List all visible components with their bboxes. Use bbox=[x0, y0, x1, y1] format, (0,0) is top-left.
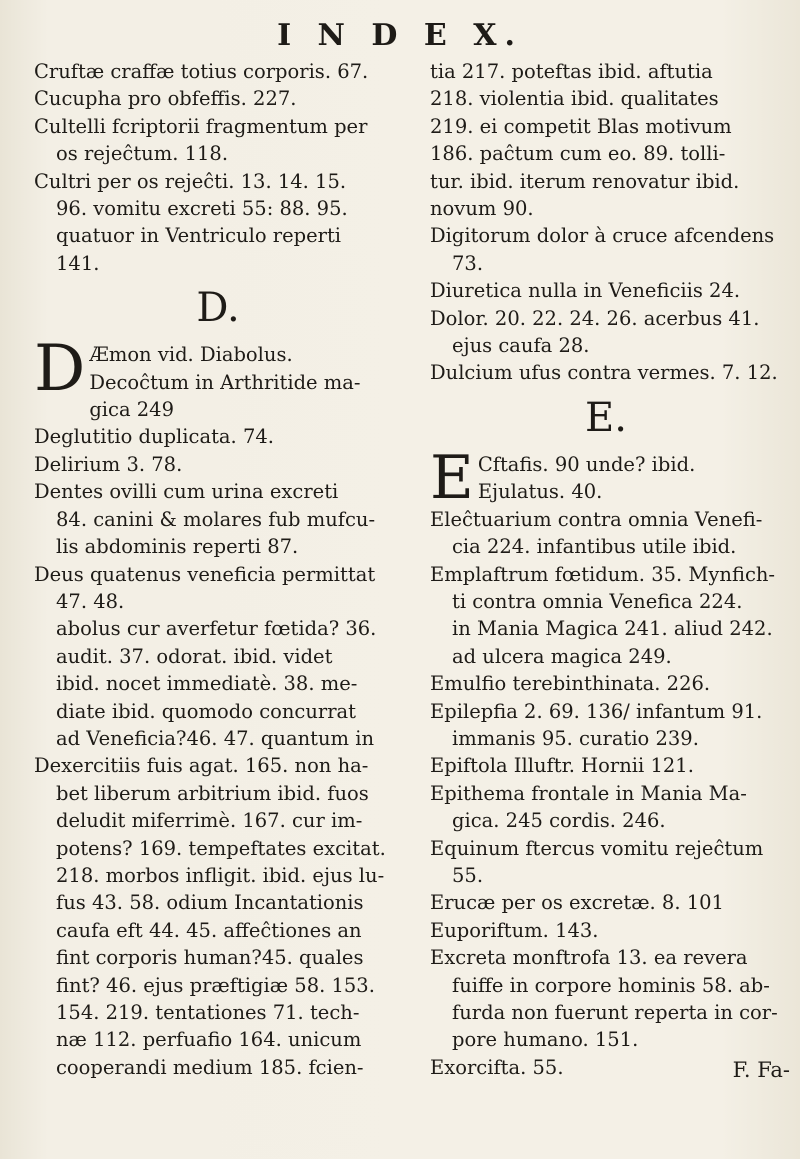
index-entry: Dexercitiis fuis agat. 165. non ha- bbox=[34, 754, 369, 778]
index-entry-continuation: fuiffe in corpore hominis 58. ab- bbox=[452, 973, 770, 997]
index-entry-continuation: audit. 37. odorat. ibid. videt bbox=[56, 644, 333, 668]
index-entry-continuation: 154. 219. tentationes 71. tech- bbox=[56, 1001, 360, 1024]
index-entry-continuation: ad Veneficia?46. 47. quantum in bbox=[56, 726, 375, 750]
index-entry: Epiftola Illuftr. Hornii 121. bbox=[430, 754, 694, 778]
index-entry-continuation: ti contra omnia Venefica 224. bbox=[452, 589, 743, 613]
dropcap-block bbox=[430, 442, 782, 513]
index-entry: Emplaftrum fœtidum. 35. Mynfich- bbox=[430, 562, 776, 586]
left-column bbox=[34, 58, 402, 1081]
index-entry-continuation: 218. violentia ibid. qualitates bbox=[430, 87, 719, 111]
index-entry-continuation: cooperandi medium 185. fcien- bbox=[56, 1055, 364, 1079]
index-entry: Cucupha pro obfeffis. 227. bbox=[34, 87, 297, 111]
index-entry-continuation: 47. 48. bbox=[56, 589, 125, 613]
index-entry: Deglutitio duplicata. 74. bbox=[34, 425, 274, 449]
index-entry-continuation: pore humano. 151. bbox=[452, 1028, 639, 1052]
index-entry: Epithema frontale in Mania Ma- bbox=[430, 781, 747, 805]
index-entry-continuation: fint? 46. ejus præftigiæ 58. 153. bbox=[56, 973, 375, 997]
index-entry-continuation: 73. bbox=[452, 251, 484, 275]
index-entry: Decoĉtum in Arthritide ma- bbox=[89, 370, 361, 394]
index-entry: Dulcium ufus contra vermes. 7. 12. bbox=[430, 361, 778, 385]
index-entry-continuation: 96. vomitu excreti 55: 88. 95. bbox=[56, 197, 348, 221]
index-entry-continuation: in Mania Magica 241. aliud 242. bbox=[452, 617, 773, 641]
index-entry: Emulfio terebinthinata. 226. bbox=[430, 672, 711, 696]
index-entry: Eleĉtuarium contra omnia Venefi- bbox=[430, 507, 763, 531]
index-entry-continuation: næ 112. perfuafio 164. unicum bbox=[56, 1028, 362, 1052]
index-entry-continuation: 55. bbox=[452, 863, 484, 887]
index-entry: Cultelli fcriptorii fragmentum per bbox=[34, 114, 368, 138]
index-entry-continuation: abolus cur averfetur fœtida? 36. bbox=[56, 617, 377, 641]
dropcap-e: E bbox=[430, 442, 474, 513]
index-entry: Æmon vid. Diabolus. bbox=[89, 343, 293, 367]
index-entry-continuation: quatuor in Ventriculo reperti bbox=[56, 224, 342, 248]
index-entry-continuation: tia 217. poteftas ibid. aftutia bbox=[430, 60, 713, 83]
index-entry-continuation: gica. 245 cordis. 246. bbox=[452, 809, 666, 833]
index-entry-continuation: 219. ei competit Blas motivum bbox=[430, 114, 732, 138]
catchword: F. Fa- bbox=[732, 1058, 790, 1082]
index-entry: Excreta monftrofa 13. ea revera bbox=[430, 946, 748, 970]
index-entry-continuation: ibid. nocet immediatè. 38. me- bbox=[56, 672, 358, 696]
index-entry: Equinum ftercus vomitu rejeĉtum bbox=[430, 836, 764, 860]
index-entry-continuation: ad ulcera magica 249. bbox=[452, 644, 672, 668]
index-entry: Diuretica nulla in Veneficiis 24. bbox=[430, 279, 741, 303]
index-entry-continuation: lis abdominis reperti 87. bbox=[56, 535, 299, 559]
index-entry: Exorcifta. 55. bbox=[430, 1055, 564, 1079]
index-entry-continuation: diate ibid. quomodo concurrat bbox=[56, 699, 356, 723]
index-entry: Deus quatenus veneficia permittat bbox=[34, 562, 376, 586]
index-entry: Dolor. 20. 22. 24. 26. acerbus 41. bbox=[430, 306, 760, 330]
index-entry: Dentes ovilli cum urina excreti bbox=[34, 480, 339, 504]
index-entry-continuation: novum 90. bbox=[430, 197, 534, 221]
section-letter-e: E. bbox=[585, 394, 627, 441]
index-entry-continuation: os rejeĉtum. 118. bbox=[56, 142, 229, 166]
index-entry-continuation: furda non fuerunt reperta in cor- bbox=[452, 1001, 778, 1024]
index-entry-continuation: fint corporis human?45. quales bbox=[56, 946, 364, 970]
dropcap-d: D bbox=[34, 332, 86, 407]
index-entry-continuation: cia 224. infantibus utile ibid. bbox=[452, 535, 737, 559]
index-entry-continuation: ejus caufa 28. bbox=[452, 334, 590, 358]
index-entry-continuation: 186. paĉtum cum eo. 89. tolli- bbox=[430, 142, 726, 166]
index-entry-continuation: fus 43. 58. odium Incantationis bbox=[56, 891, 364, 915]
index-entry-continuation: deludit miferrimè. 167. cur im- bbox=[56, 809, 363, 833]
index-header: I N D E X. bbox=[277, 18, 523, 53]
index-entry: Cultri per os rejeĉti. 13. 14. 15. bbox=[34, 169, 347, 193]
index-entry: Digitorum dolor à cruce afcendens bbox=[430, 224, 775, 248]
index-entry-continuation: potens? 169. tempeftates excitat. bbox=[56, 836, 386, 860]
index-entry-continuation: gica 249 bbox=[89, 398, 174, 422]
dropcap-block bbox=[34, 332, 402, 407]
index-entry-continuation: 218. morbos infligit. ibid. ejus lu- bbox=[56, 863, 385, 887]
section-letter-d: D. bbox=[196, 285, 240, 332]
index-entry-continuation: bet liberum arbitrium ibid. fuos bbox=[56, 781, 369, 805]
index-entry-continuation: tur. ibid. iterum renovatur ibid. bbox=[430, 169, 740, 193]
index-entry-continuation: caufa eft 44. 45. affeĉtiones an bbox=[56, 918, 362, 942]
index-entry: Cruftæ craffæ totius corporis. 67. bbox=[34, 60, 369, 83]
index-entry: Cftafis. 90 unde? ibid. bbox=[477, 452, 696, 476]
right-column bbox=[430, 58, 782, 1081]
index-entry: Euporiftum. 143. bbox=[430, 918, 599, 942]
index-entry: Ejulatus. 40. bbox=[477, 480, 603, 504]
index-entry-continuation: 141. bbox=[56, 251, 100, 275]
index-entry-continuation: 84. canini & molares fub mufcu- bbox=[56, 507, 376, 531]
index-entry-continuation: immanis 95. curatio 239. bbox=[452, 726, 699, 750]
index-entry: Epilepfia 2. 69. 136/ infantum 91. bbox=[430, 699, 763, 723]
index-entry: Erucæ per os excretæ. 8. 101 bbox=[430, 891, 724, 915]
index-entry: Delirium 3. 78. bbox=[34, 452, 183, 476]
